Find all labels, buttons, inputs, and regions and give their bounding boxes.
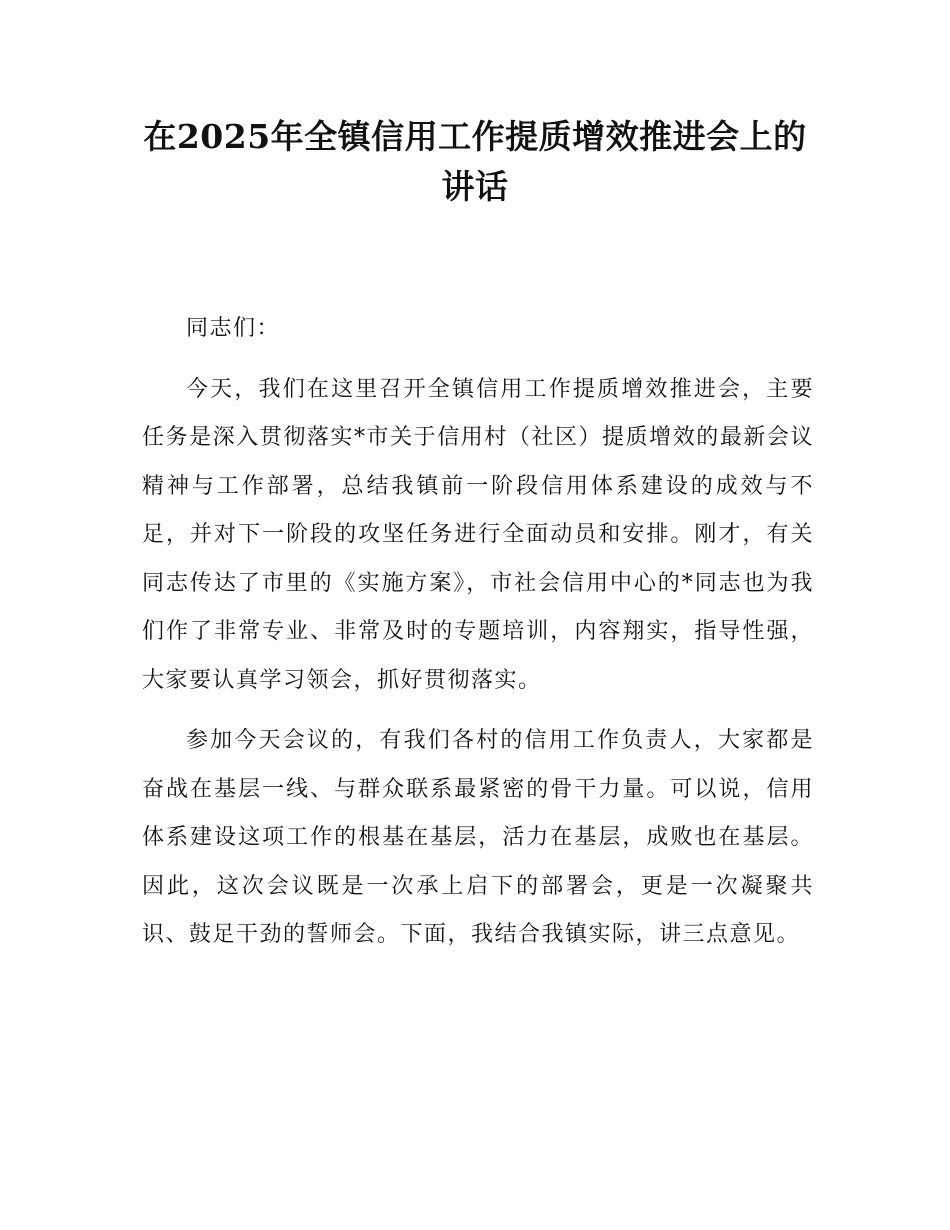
paragraph-1: 今天，我们在这里召开全镇信用工作提质增效推进会，主要任务是深入贯彻落实*市关于信用村（社区）提质增效的最新会议精神与工作部署，总结我镇前一阶段信用体系建设的成效与不足，并对下一阶段的攻坚任务进行全面动员和安排。刚才，有关同志传达了市里的《实施方案》，市社会信用中心的*同志也为我们作了非常专业、非常及时的专题培训，内容翔实，指导性强，大家要认真学习领会，抓好贯彻落实。 <box>142 376 814 693</box>
document-title-line-2: 讲话 <box>441 167 509 206</box>
document-title-line-1: 在2025年全镇信用工作提质增效推进会上的 <box>143 117 807 156</box>
document-body <box>142 305 814 960</box>
greeting: 同志们： <box>186 316 281 341</box>
paragraph-2: 参加今天会议的，有我们各村的信用工作负责人，大家都是奋战在基层一线、与群众联系最紧密的骨干力量。可以说，信用体系建设这项工作的根基在基层，活力在基层，成败也在基层。因此，这次会议既是一次承上启下的部署会，更是一次凝聚共识、鼓足干劲的誓师会。下面，我结合我镇实际，讲三点意见。 <box>142 728 814 947</box>
document-title <box>120 112 830 212</box>
